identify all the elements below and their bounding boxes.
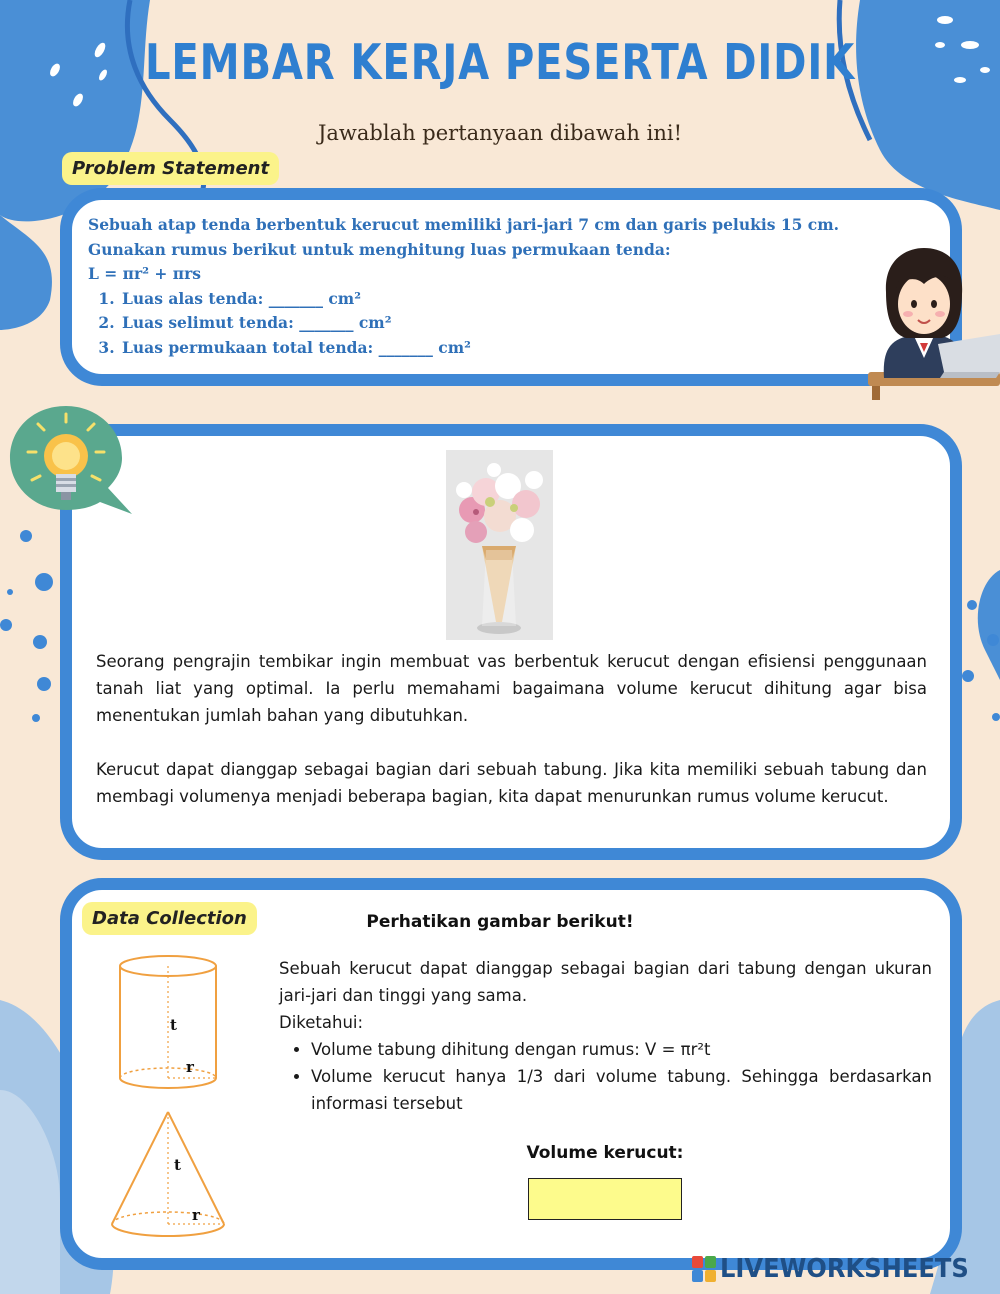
data-collection-heading: Perhatikan gambar berikut! (366, 912, 634, 932)
problem-text (88, 213, 868, 360)
cylinder-radius-label: r (186, 1058, 194, 1076)
student-at-laptop-illustration (862, 248, 1000, 400)
cone-radius-label: r (192, 1206, 200, 1224)
page-subtitle: Jawablah pertanyaan dibawah ini! (317, 121, 683, 145)
problem-statement-tag: Problem Statement (62, 152, 279, 185)
cylinder-diagram (112, 948, 224, 1098)
data-collection-bullets (279, 1036, 932, 1117)
cylinder-height-label: t (170, 1016, 177, 1034)
stimulus-paragraph-1: Seorang pengrajin tembikar ingin membuat vas berbentuk kerucut dengan efisiensi penggunaan tanah liat yang optimal. Ia perlu memahami bagaimana volume kerucut dihitung agar bisa menentukan jumlah bahan yang dibutuhkan. (96, 652, 927, 725)
problem-item-2: 2. Luas selimut tenda: _______ cm² (120, 311, 868, 336)
problem-line-2: Gunakan rumus berikut untuk menghitung luas permukaan tenda: (88, 239, 671, 259)
flower-cone-vase-photo (446, 450, 553, 640)
data-collection-text (279, 955, 932, 1117)
lightbulb-icon (8, 402, 134, 518)
data-collection-known: Diketahui: (279, 1013, 364, 1032)
volume-kerucut-answer-box[interactable] (528, 1178, 682, 1220)
problem-item-3: 3. Luas permukaan total tenda: _______ cm² (120, 336, 868, 361)
data-collection-tag: Data Collection (82, 902, 257, 935)
bullet-cone-volume: • Volume kerucut hanya 1/3 dari volume tabung. Sehingga berdasarkan informasi tersebut (311, 1063, 932, 1117)
page-title: LEMBAR KERJA PESERTA DIDIK (144, 34, 856, 91)
cone-diagram (106, 1108, 230, 1240)
liveworksheets-brand-text: LIVEWORKSHEETS (720, 1254, 969, 1284)
problem-line-1: Sebuah atap tenda berbentuk kerucut memiliki jari-jari 7 cm dan garis pelukis 15 cm. (88, 215, 840, 234)
bullet-cylinder-volume: • Volume tabung dihitung dengan rumus: V = πr²t (311, 1036, 932, 1063)
liveworksheets-brand (692, 1252, 988, 1286)
data-collection-intro: Sebuah kerucut dapat dianggap sebagai bagian dari tabung dengan ukuran jari-jari dan tinggi yang sama. (279, 959, 932, 1005)
volume-kerucut-label: Volume kerucut: (526, 1143, 684, 1163)
problem-list (88, 287, 868, 361)
liveworksheets-logo-icon (692, 1256, 716, 1282)
stimulus-paragraph-2: Kerucut dapat dianggap sebagai bagian dari sebuah tabung. Jika kita memiliki sebuah tabung dan membagi volumenya menjadi beberapa bagian, kita dapat menurunkan rumus volume kerucut. (96, 760, 927, 806)
problem-formula: L = πr² + πrs (88, 264, 201, 283)
problem-item-1: 1. Luas alas tenda: _______ cm² (120, 287, 868, 312)
cone-height-label: t (174, 1156, 181, 1174)
